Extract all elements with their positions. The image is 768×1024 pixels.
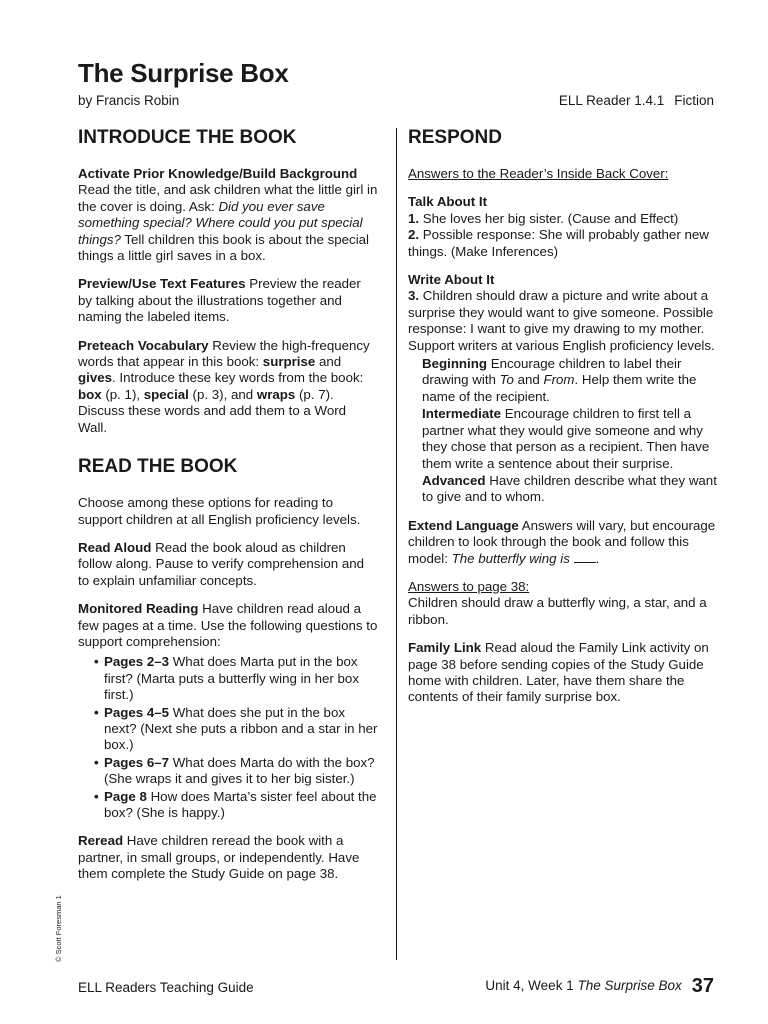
key-word-box: box [78, 386, 102, 402]
beginning-to: To [499, 372, 514, 388]
page-number: 37 [691, 975, 714, 997]
vocabulary-text-keywords: . Introduce these key words from the book: [112, 370, 364, 386]
write-about-it-heading: Write About It [408, 272, 495, 288]
vocabulary-text: Review the high-frequency words that appear in this book: [78, 337, 370, 370]
read-aloud-paragraph [78, 540, 378, 589]
bullet-pages: Pages 2–3 [104, 654, 170, 670]
list-item [94, 755, 378, 788]
page38-label: Answers to page 38: [408, 578, 530, 594]
respond-heading: RESPOND [408, 127, 502, 148]
bullet-text: What does Marta put in the box first? (Marta puts a butterfly wing in her box first.) [104, 654, 359, 703]
bullet-text: What does Marta do with the box? (She wraps it and gives it to her big sister.) [104, 754, 375, 787]
copyright-notice: © Scott Foresman 1 [54, 895, 63, 962]
extend-language-paragraph [408, 518, 718, 567]
preview-text: Preview the reader by talking about the illustrations together and naming the labeled items. [78, 276, 361, 325]
right-column [408, 127, 718, 718]
comprehension-questions [78, 654, 378, 821]
answer-3: Children should draw a picture and write about a surprise they would want to give someone. Possible response: I want to give my drawing to my mother. [408, 288, 714, 337]
talk-about-it-section [408, 194, 718, 260]
beginning-from: From [543, 372, 575, 388]
preview-paragraph [78, 276, 378, 325]
footer-page-info [485, 975, 714, 998]
read-heading: READ THE BOOK [78, 456, 238, 478]
left-column [78, 127, 378, 895]
monitored-reading-paragraph [78, 601, 378, 650]
bullet-pages: Pages 4–5 [104, 704, 170, 720]
preview-lead: Preview/Use Text Features [78, 276, 246, 292]
family-link-text: Read aloud the Family Link activity on page 38 before sending copies of the Study Guide home with children. Later, have them share the contents of their family surprise box. [408, 640, 709, 705]
read-aloud-lead: Read Aloud [78, 539, 152, 555]
introduce-heading: INTRODUCE THE BOOK [78, 127, 297, 148]
reread-text: Have children reread the book with a partner, in small groups, or independently. Have them complete the Study Guide on page 38. [78, 833, 360, 882]
key-word-special-page: (p. 3), and [188, 386, 257, 402]
advanced-text: Have children describe what they want to give and to whom. [422, 472, 717, 505]
answer-1: She loves her big sister. (Cause and Effect) [419, 210, 679, 226]
monitored-reading-text: Have children read aloud a few pages at a time. Use the following questions to support comprehension: [78, 601, 378, 649]
reader-label: ELL Reader 1.4.1 [558, 93, 665, 108]
beginning-text-end: . Help them write the name of the recipient. [422, 372, 697, 404]
page38-answers [408, 579, 718, 628]
bullet-pages: Pages 6–7 [104, 754, 170, 770]
level-intermediate [422, 406, 718, 472]
answer-number-2: 2. [408, 227, 420, 243]
extend-language-model: The butterfly wing is [451, 550, 570, 566]
vocab-word-gives: gives [78, 370, 113, 386]
key-word-wraps-page: (p. 7). Discuss these words and add them to a Word Wall. [78, 386, 347, 435]
key-word-special: special [143, 386, 189, 402]
family-link-lead: Family Link [408, 640, 482, 656]
proficiency-levels [408, 356, 718, 506]
answer-number-1: 1. [408, 210, 420, 226]
advanced-lead: Advanced [422, 472, 486, 488]
list-item [94, 789, 378, 822]
fill-in-blank [574, 562, 596, 563]
vocabulary-paragraph [78, 338, 378, 436]
beginning-and: and [513, 372, 544, 388]
genre-label: Fiction [674, 93, 714, 108]
reread-paragraph [78, 833, 378, 882]
intermediate-lead: Intermediate [422, 406, 502, 422]
extend-language-end: . [595, 550, 600, 566]
list-item [94, 705, 378, 754]
bullet-text: What does she put in the box next? (Next she puts a ribbon and a star in her box.) [104, 704, 378, 753]
write-about-it-section [408, 272, 718, 354]
vocab-word-surprise: surprise [262, 354, 316, 370]
extend-language-lead: Extend Language [408, 517, 519, 533]
answer-2: Possible response: She will probably gather new things. (Make Inferences) [408, 227, 709, 259]
reader-meta [559, 93, 714, 108]
column-divider [396, 128, 397, 960]
level-beginning [422, 356, 718, 405]
prior-knowledge-text: Read the title, and ask children what the little girl in the cover is doing. Ask: [78, 182, 378, 214]
bullet-text: How does Marta’s sister feel about the box? (She is happy.) [104, 788, 377, 820]
key-word-wraps: wraps [256, 386, 296, 402]
talk-about-it-heading: Talk About It [408, 194, 488, 210]
footer-guide-title: ELL Readers Teaching Guide [78, 980, 254, 995]
prior-knowledge-paragraph [78, 166, 378, 264]
beginning-lead: Beginning [422, 356, 487, 372]
prior-knowledge-text-end: Tell children this book is about the special things a little girl saves in a box. [78, 231, 369, 264]
beginning-text: Encourage children to label their drawing with [422, 356, 682, 388]
vocabulary-lead: Preteach Vocabulary [78, 337, 209, 353]
key-word-box-page: (p. 1), [101, 386, 144, 402]
footer-unit: Unit 4, Week 1 [485, 978, 578, 993]
page38-text: Children should draw a butterfly wing, a star, and a ribbon. [408, 595, 707, 627]
byline: by Francis Robin [78, 93, 180, 108]
level-advanced [422, 473, 718, 506]
prior-knowledge-question: Did you ever save something special? Where could you put special things? [78, 198, 363, 247]
vocabulary-and: and [315, 354, 342, 370]
support-writers-text: Support writers at various English proficiency levels. [408, 337, 715, 353]
bullet-pages: Page 8 [104, 788, 147, 804]
reread-lead: Reread [78, 833, 124, 849]
answers-label: Answers to the Reader’s Inside Back Cover: [408, 166, 669, 181]
prior-knowledge-lead: Activate Prior Knowledge/Build Background [78, 166, 358, 181]
family-link-paragraph [408, 640, 718, 706]
read-intro: Choose among these options for reading to support children at all English proficiency levels. [78, 495, 361, 527]
monitored-reading-lead: Monitored Reading [78, 601, 199, 617]
extend-language-text: Answers will vary, but encourage children to look through the book and follow this model: [408, 517, 716, 566]
answer-number-3: 3. [408, 288, 420, 304]
page-title: The Surprise Box [78, 58, 289, 88]
intermediate-text: Encourage children to first tell a partner what they would give someone and why they chose that person as a recipient. Then have them write a sentence about their surprise. [422, 406, 710, 471]
list-item [94, 654, 378, 703]
read-aloud-text: Read the book aloud as children follow along. Pause to verify comprehension and to explain unfamiliar concepts. [78, 539, 365, 588]
footer-book-title: The Surprise Box [577, 978, 682, 993]
